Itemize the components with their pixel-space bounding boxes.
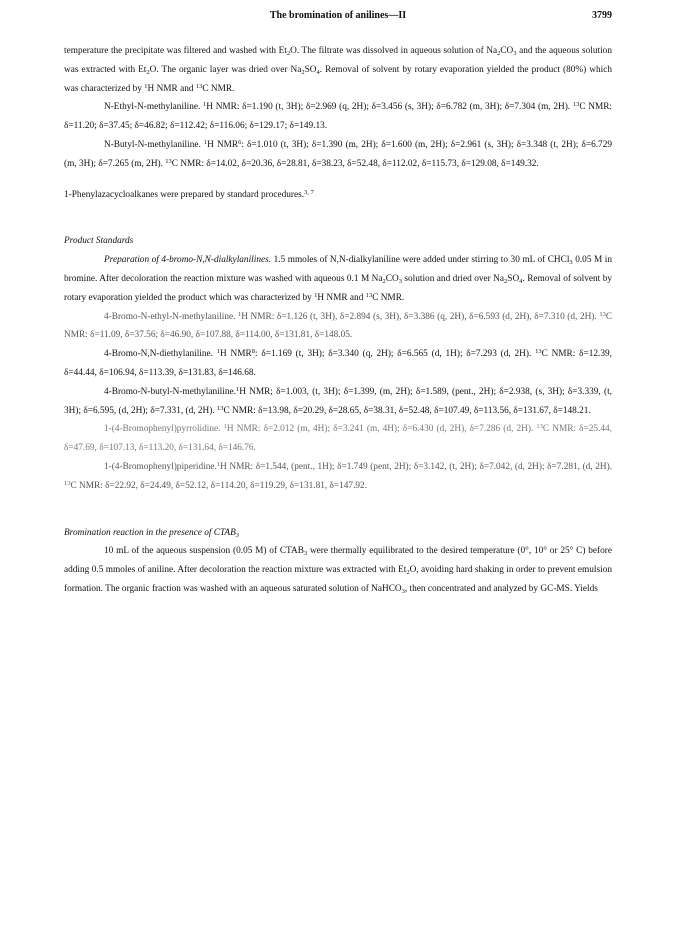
page-number: 3799 xyxy=(592,10,612,21)
compound-n-ethyl-n-methylaniline: N-Ethyl-N-methylaniline. $^1$H NMR: δ=1.190 (t, 3H); δ=2.969 (q, 2H); δ=3.456 (s, 3H); δ=6.782 (m, 3H); δ=7.304 (m, 2H). $^{13}$C NMR: δ=11.20; δ=37.45; δ=46.82; δ=112.42; δ=116.06; δ=129.17; δ=149.13. xyxy=(64,101,612,132)
compound-4-bromo-n-butyl-n-methylaniline: 4-Bromo-N-butyl-N-methylaniline.$^1$H NMR; δ=1.003, (t, 3H); δ=1.399, (m, 2H); δ=1.589, (pent., 2H); δ=2.938, (s, 3H); δ=3.339, (t, 3H); δ=6.595, (d, 2H); δ=7.331, (d, 2H). $^{13}$C NMR: δ=13.98, δ=20.29, δ=28.65, δ=38.31, δ=52.48, δ=107.49, δ=113.56, δ=131.67, δ=148.21. xyxy=(64,385,612,416)
running-header xyxy=(64,10,612,26)
compound-n-butyl-n-methylaniline: N-Butyl-N-methylaniline. $^1$H NMR$^6$: δ=1.010 (t, 3H); δ=1.390 (m, 2H); δ=1.600 (m, 2H); δ=2.961 (s, 3H); δ=3.348 (t, 2H); δ=6.729 (m, 3H); δ=7.265 (m, 2H). $^{13}$C NMR: δ=14.02, δ=20.36, δ=28.81, δ=38.23, δ=52.48, δ=112.02, δ=115.73, δ=129.08, δ=149.32. xyxy=(64,138,612,169)
section-heading-product-standards: Product Standards xyxy=(64,236,134,247)
running-title: The bromination of anilines—II xyxy=(269,10,407,21)
paragraph-workup: temperature the precipitate was filtered and washed with $Et_2O$. The filtrate was dissolved in aqueous solution of $Na_2CO_3$ and the aqueous solution was extracted with $Et_2O$. The organic layer was dried over $Na_2SO_4$. Removal of solvent by rotary evaporation yielded the product (80%) which was characterized by $^1$H NMR and $^{13}$C NMR. xyxy=(64,46,612,94)
paragraph-preparation: Preparation of 4-bromo-N,N-dialkylanilines. 1.5 mmoles of N,N-dialkylaniline were added under stirring to 30 mL of CHCl$_3$ 0.05 M in bromine. After decoloration the reaction mixture was washed with aqueous 0.1 M $Na_2CO_3$ solution and dried over $Na_2SO_4$. Removal of solvent by rotary evaporation yielded the product which was characterized by $^1$H NMR and $^{13}$C NMR. xyxy=(64,255,613,303)
paragraph-phenylazacycloalkanes: 1-Phenylazacycloalkanes were prepared by standard procedures.$^{3, 7}$ xyxy=(64,188,314,200)
compound-1-4-bromophenyl-pyrrolidine: 1-(4-Bromophenyl)pyrrolidine. $^1$H NMR: δ=2.012 (m, 4H); δ=3.241 (m, 4H); δ=6.430 (d, 2H), δ=7.286 (d, 2H). $^{13}$C NMR: δ=25.44, δ=47.69, δ=107.13, δ=113.20, δ=131.64, δ=146.76. xyxy=(64,423,612,454)
compound-1-4-bromophenyl-piperidine: 1-(4-Bromophenyl)piperidine.$^1$H NMR: δ=1.544, (pent., 1H); δ=1.749 (pent, 2H); δ=3.142, (t, 2H); δ=7.042, (d, 2H); δ=7.281, (d, 2H). $^{13}$C NMR: δ=22.92, δ=24.49, δ=52.12, δ=114.20, δ=119.29, δ=131.81, δ=147.92. xyxy=(64,460,612,491)
article-body xyxy=(64,42,612,599)
compound-4-bromo-n-n-diethylaniline: 4-Bromo-N,N-diethylaniline. $^1$H NMR$^8$: δ=1.169 (t, 3H); δ=3.340 (q, 2H); δ=6.565 (d, 1H); δ=7.293 (d, 2H). $^{13}$C NMR: δ=12.39, δ=44.44, δ=106.94, δ=113.39, δ=131.83, δ=146.68. xyxy=(64,348,612,378)
paragraph-bromination-procedure: 10 mL of the aqueous suspension (0.05 M) of $CTAB_3$ were thermally equilibrated to the desired temperature (0°, 10° or 25° C) before adding 0.5 mmoles of aniline. After decoloration the reaction mixture was extracted with $Et_2O$, avoiding hard shaking in order to prevent emulsion formation. The organic fraction was washed with an aqueous saturated solution of NaHCO$_3$, then concentrated and analyzed by GC-MS. Yields xyxy=(64,546,612,595)
section-heading-bromination-ctab: Bromination reaction in the presence of $CTAB_3$ xyxy=(64,527,240,539)
compound-4-bromo-n-ethyl-n-methylaniline: 4-Bromo-N-ethyl-N-methylaniline. $^1$H NMR: δ=1.126 (t, 3H), δ=2.894 (s, 3H), δ=3.386 (q, 2H), δ=6.593 (d, 2H), δ=7.310 (d, 2H). $^{13}$C NMR: δ=11.09, δ=37.56; δ=46.90, δ=107.88, δ=114.00, δ=131.81, δ=148.05. xyxy=(64,310,613,341)
